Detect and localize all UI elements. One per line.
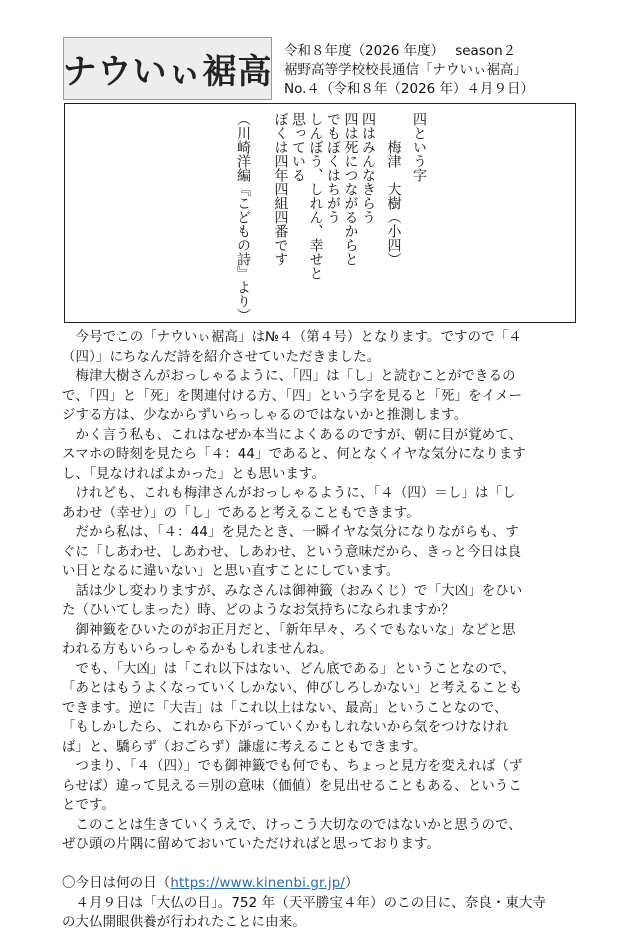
poem-line: ぼくは四年四組四番です bbox=[272, 112, 289, 266]
body-line: ジする方は、少なからずいらっしゃるのではないかと推測します。 bbox=[62, 408, 468, 423]
body-line: で、「四」と「死」を関連付ける方、「四」という字を見ると「死」をイメー bbox=[62, 388, 523, 404]
body-line: ぜひ頭の片隅に留めておいていただければと思っております。 bbox=[62, 837, 441, 852]
body-line: 御神籤をひいたのがお正月だと、「新年早々、ろくでもないな」などと思 bbox=[62, 622, 516, 638]
today-heading-suffix: ） bbox=[345, 876, 359, 891]
poem-line: でもぼくはちがう bbox=[325, 112, 341, 224]
body-line: このことは生きていくうえで、けっこう大切なのではないかと思うので、 bbox=[62, 817, 522, 833]
body-line: とです。 bbox=[62, 798, 116, 813]
body-line: 今号でこの「ナウいぃ裾高」は№４（第４号）となります。ですので「４ bbox=[62, 330, 522, 345]
poem-author: 梅津 大樹（小四） bbox=[385, 140, 402, 266]
body-line: かく言う私も、これはなぜか本当によくあるのですが、朝に目が覚めて、 bbox=[62, 427, 523, 443]
poem-line: 四は死につながるからと bbox=[342, 112, 359, 266]
today-heading bbox=[62, 874, 582, 894]
body-line: た（ひいてしまった）時、どのようなお気持ちになられますか？ bbox=[62, 603, 455, 618]
body-line: ば」と、驕らず（おごらず）謙虚に考えることもできます。 bbox=[62, 739, 427, 755]
kinenbi-link[interactable]: https://www.kinenbi.gr.jp/ bbox=[170, 876, 346, 891]
today-line: の大仏開眼供養が行われたことに由来。 bbox=[62, 915, 306, 930]
body-line: あわせ（幸せ）」の「し」であると考えることもできます。 bbox=[62, 505, 420, 521]
poem-source: （川崎洋編『こどもの詩』より） bbox=[235, 112, 251, 322]
body-line: い日となるに違いない」と思い直すことにしています。 bbox=[62, 564, 400, 579]
poem-box bbox=[64, 103, 576, 323]
poem-vertical-text bbox=[234, 112, 428, 322]
body-line: スマホの時刻を見たら「４：44」であると、何となくイヤな気分になります bbox=[62, 447, 526, 462]
body-line: われる方もいらっしゃるかもしれませんね。 bbox=[62, 642, 333, 657]
today-line: ４月９日は「大仏の日」。752 年（天平勝宝４年）のこの日に、奈良・東大寺 bbox=[62, 895, 547, 911]
body-line: ぐに「しあわせ、しあわせ、しあわせ、という意味だから、きっと今日は良 bbox=[62, 544, 522, 560]
poem-line: 四はみんなきらう bbox=[360, 112, 376, 224]
body-line: できます。逆に「大吉」は「これ以上はない、最高」ということなので、 bbox=[62, 700, 508, 716]
today-heading-prefix: 〇今日は何の日（ bbox=[62, 876, 171, 891]
poem-title: 四という字 bbox=[411, 112, 427, 182]
header-publication-name: 裾野高等学校校長通信「ナウいぃ裾高」 bbox=[284, 62, 527, 78]
poem-line: 思っている bbox=[290, 112, 306, 182]
body-line: 話は少し変わりますが、みなさんは御神籤（おみくじ）で「大凶」をひい bbox=[62, 583, 523, 599]
body-line: 「あとはもうよくなっていくしかない、伸びしろしかない」と考えることも bbox=[62, 681, 523, 696]
body-line: 「もしかしたら、これから下がっていくかもしれないから気をつけなけれ bbox=[62, 720, 509, 735]
article-body bbox=[62, 328, 582, 933]
body-line: でも、「大凶」は「これ以下はない、どん底である」ということなので、 bbox=[62, 661, 516, 677]
body-line: （四）」にちなんだ詩を紹介させていただきました。 bbox=[62, 349, 381, 365]
header-issue-number: No.４（令和８年（2026 年）４月９日） bbox=[284, 81, 535, 97]
header-info bbox=[284, 42, 534, 99]
body-line: らせば）違って見える＝別の意味（価値）を見出せることもある、というこ bbox=[62, 778, 522, 794]
newsletter-logo bbox=[63, 37, 272, 100]
body-line: けれども、これも梅津さんがおっしゃるように、「４（四）＝し」は「し bbox=[62, 486, 516, 501]
body-line: つまり、「４（四）」でも御神籤でも何でも、ちょっと見方を変えれば（ず bbox=[62, 759, 523, 774]
logo-text: ナウいぃ裾高 bbox=[62, 52, 273, 92]
body-line: し、「見なければよかった」とも思います。 bbox=[62, 466, 326, 482]
body-line: だから私は、「４：44」を見たとき、一瞬イヤな気分になりながらも、す bbox=[62, 525, 519, 540]
header-fiscal-year: 令和８年度（2026 年度） season２ bbox=[284, 43, 517, 59]
poem-line: しんぼう、しれん、幸せと bbox=[307, 112, 324, 280]
body-line: 梅津大樹さんがおっしゃるように、「四」は「し」と読むことができるの bbox=[62, 369, 516, 384]
